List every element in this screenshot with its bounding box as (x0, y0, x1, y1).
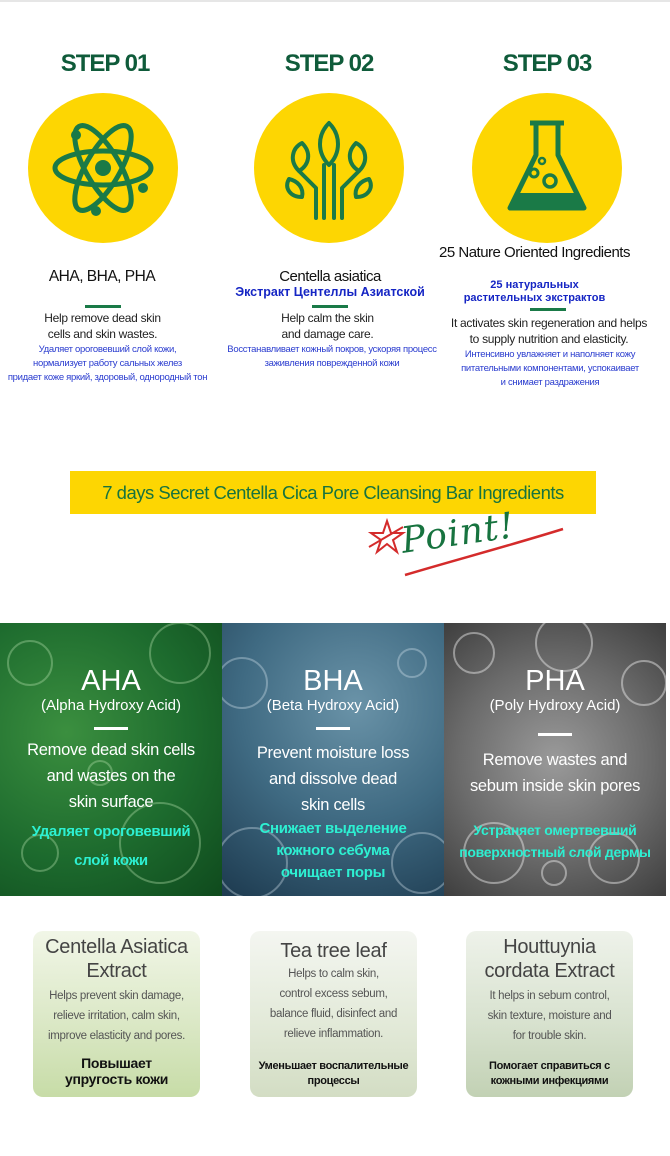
acid-desc-ru-line: Удаляет ороговевший (31, 823, 191, 840)
card-desc-line: balance fluid, disinfect and (269, 1008, 398, 1020)
card-desc-line: Helps to calm skin, (288, 968, 379, 980)
card-title (250, 939, 417, 963)
card-desc (250, 964, 417, 1044)
step-02-circle (254, 93, 404, 243)
desc-ru-line: Восстанавливает кожный покров, ускоряя процесс (227, 344, 437, 355)
step-02-desc (225, 310, 430, 342)
bha-panel (222, 623, 444, 896)
tea-tree-card (250, 931, 417, 1097)
card-title-line: Tea tree leaf (280, 940, 387, 962)
acid-desc-line: and wastes on the (46, 767, 176, 785)
acid-fullname: (Beta Hydroxy Acid) (266, 697, 400, 714)
pha-panel (444, 623, 666, 896)
acid-name: AHA (81, 665, 141, 697)
acid-divider (316, 727, 350, 730)
desc-ru-line: придает коже яркий, здоровый, однородный тон (7, 372, 208, 383)
step-03-name: 25 Nature Oriented Ingredients (439, 244, 630, 261)
acid-name: BHA (303, 665, 363, 697)
card-desc-ru-line: Повышает (81, 1055, 152, 1071)
desc-ru-line: и снимает раздражения (500, 377, 600, 388)
step-02-title: STEP 02 (284, 50, 374, 77)
houttuynia-card (466, 931, 633, 1097)
card-desc-ru-line: упругость кожи (64, 1071, 169, 1087)
acid-desc-ru (222, 818, 444, 884)
card-desc-ru (250, 1059, 417, 1089)
acid-desc-ru-line: кожного себума (276, 842, 390, 859)
desc-line: It activates skin regeneration and helps (450, 316, 648, 330)
desc-ru-line: Интенсивно увлажняет и наполняет кожу (464, 349, 636, 360)
card-title-line: cordata Extract (484, 960, 615, 982)
acid-desc (444, 747, 666, 799)
ingredients-banner: 7 days Secret Centella Cica Pore Cleansing Bar Ingredients (70, 471, 596, 514)
acid-desc-ru-line: Снижает выделение (259, 820, 407, 837)
acid-fullname: (Poly Hydroxy Acid) (489, 697, 621, 714)
desc-line: Help calm the skin (281, 311, 374, 325)
acid-desc-line: skin surface (68, 793, 154, 811)
step-01-circle (28, 93, 178, 243)
step-03-name-ru: 25 натуральных растительных экстрактов (463, 279, 606, 304)
acid-desc-line: Remove wastes and (482, 751, 628, 769)
card-desc (33, 986, 200, 1046)
acid-desc-line: and dissolve dead (269, 770, 397, 788)
card-title (466, 935, 633, 983)
card-desc-line: relieve irritation, calm skin, (53, 1010, 180, 1022)
card-desc-ru-line: Уменьшает воспалительные (258, 1060, 409, 1072)
card-desc-line: Helps prevent skin damage, (49, 990, 184, 1002)
point-decoration (365, 505, 565, 585)
step-02-desc-ru (222, 343, 442, 371)
acid-desc-line: skin cells (301, 796, 365, 814)
step-03-divider (530, 308, 566, 311)
acid-desc-ru-line: Устраняет омертвевший (473, 822, 637, 838)
step-01-desc-ru (0, 343, 215, 385)
step-02-name: Centella asiatica (279, 268, 381, 285)
aha-panel (0, 623, 222, 896)
card-title-line: Extract (86, 960, 147, 982)
acid-desc-line: Prevent moisture loss (256, 744, 410, 762)
card-desc-line: relieve inflammation. (283, 1028, 384, 1040)
acid-desc-ru-line: очищает поры (280, 864, 386, 881)
card-desc (466, 986, 633, 1046)
desc-line: cells and skin wastes. (47, 327, 158, 341)
acid-desc-line: sebum inside skin pores (469, 777, 641, 795)
acid-desc-ru (444, 819, 666, 863)
acid-desc (222, 740, 444, 818)
card-desc-ru (466, 1059, 633, 1089)
step-01-title: STEP 01 (60, 50, 150, 77)
card-desc-ru-line: процессы (307, 1075, 360, 1087)
step-03-circle (472, 93, 622, 243)
step-02-divider (312, 305, 348, 308)
acid-name: PHA (525, 665, 585, 697)
card-desc-line: improve elasticity and pores. (47, 1030, 186, 1042)
acid-divider (94, 727, 128, 730)
card-title (33, 935, 200, 983)
step-01-name: AHA, BHA, PHA (48, 268, 156, 285)
acid-desc-ru (0, 817, 222, 875)
acid-divider (538, 733, 572, 736)
card-title-line: Houttuynia (503, 936, 596, 958)
step-01-divider (85, 305, 121, 308)
acid-fullname: (Alpha Hydroxy Acid) (40, 697, 182, 714)
plant-icon (254, 93, 404, 243)
step-02-name-ru: Экстракт Центеллы Азиатской (235, 285, 425, 299)
flask-icon (472, 93, 622, 243)
card-desc-ru (33, 1055, 200, 1087)
desc-ru-line: заживления поврежденной кожи (264, 358, 400, 369)
acid-desc-ru-line: поверхностный слой дермы (459, 844, 651, 860)
card-desc-line: for trouble skin. (512, 1030, 587, 1042)
step-03-title: STEP 03 (502, 50, 592, 77)
card-desc-line: It helps in sebum control, (489, 990, 610, 1002)
card-desc-line: control excess sebum, (279, 988, 388, 1000)
atom-icon (28, 93, 178, 243)
desc-line: to supply nutrition and elasticity. (469, 332, 629, 346)
desc-line: and damage care. (281, 327, 374, 341)
acid-desc (0, 737, 222, 815)
step-03-desc (438, 315, 660, 347)
card-desc-line: skin texture, moisture and (487, 1010, 612, 1022)
point-label: Point! (398, 505, 518, 562)
step-01-desc (0, 310, 205, 342)
acid-desc-ru-line: слой кожи (74, 852, 148, 869)
centella-card (33, 931, 200, 1097)
card-desc-ru-line: Помогает справиться с (489, 1060, 610, 1072)
card-title-line: Centella Asiatica (45, 936, 188, 958)
card-desc-ru-line: кожными инфекциями (490, 1075, 609, 1087)
acid-desc-line: Remove dead skin cells (27, 741, 195, 759)
desc-ru-line: нормализует работу сальных желез (33, 358, 182, 369)
desc-ru-line: питательными компонентами, успокаивает (461, 363, 639, 374)
top-divider (0, 0, 670, 2)
desc-ru-line: Удаляет ороговевший слой кожи, (38, 344, 177, 355)
desc-line: Help remove dead skin (44, 311, 161, 325)
underline-stroke (365, 505, 565, 585)
step-03-desc-ru (450, 348, 650, 390)
